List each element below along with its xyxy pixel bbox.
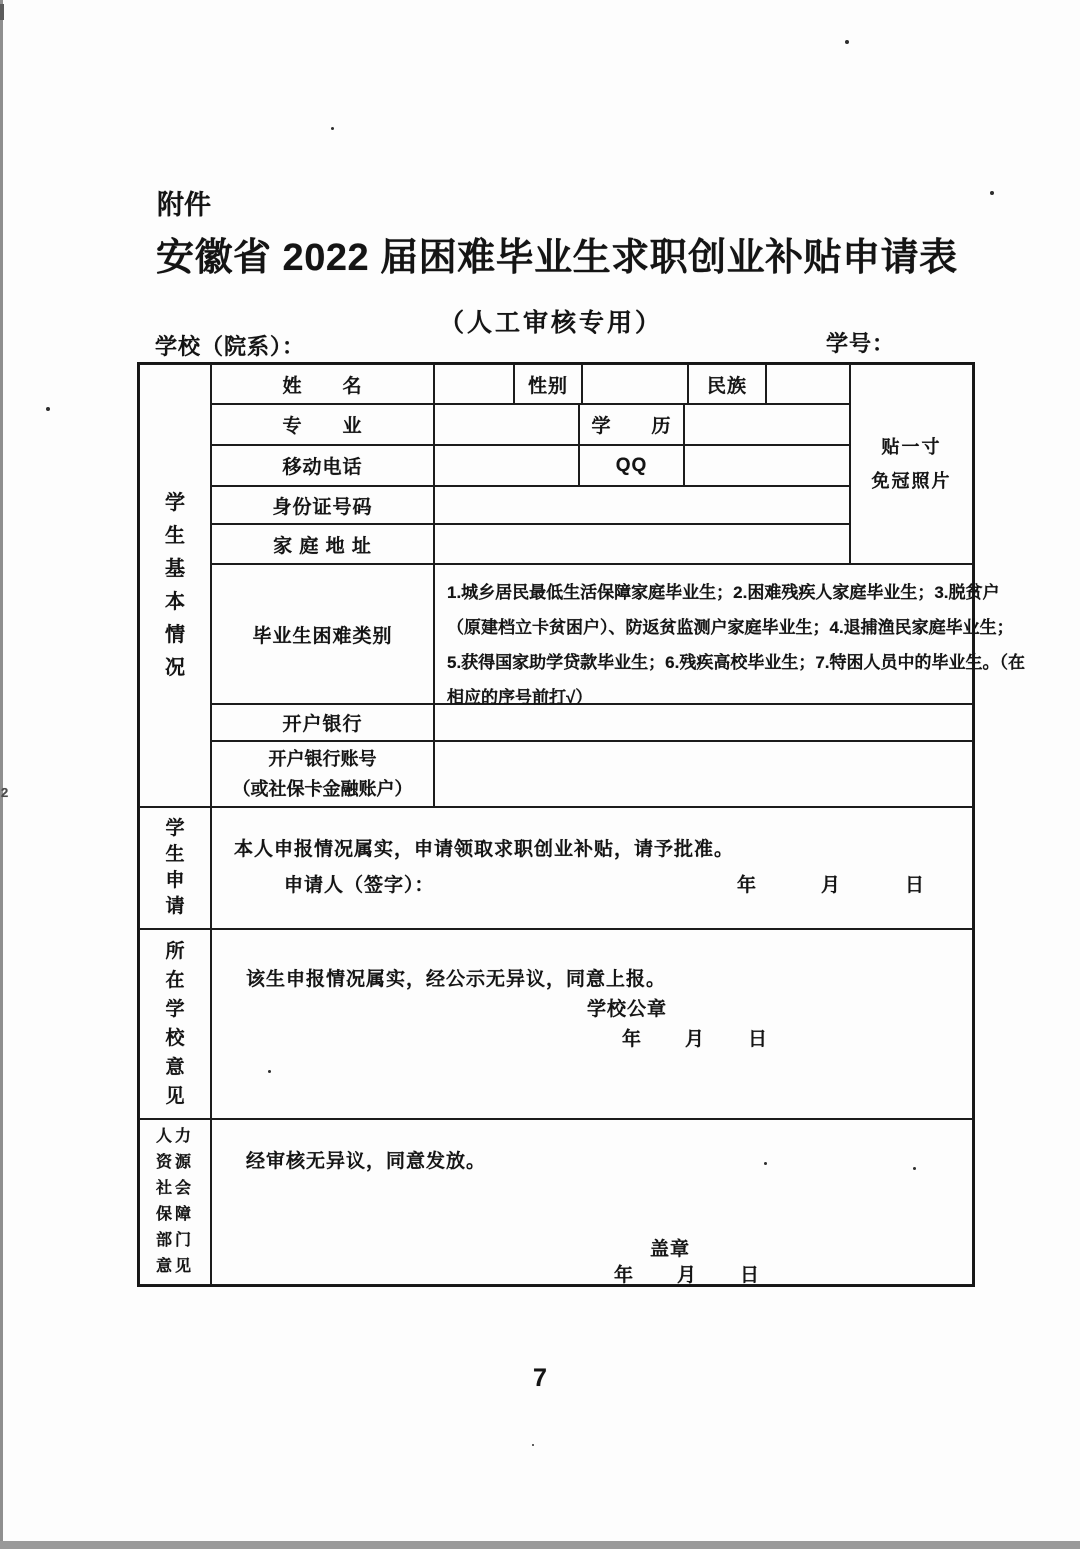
id-number-label: 身份证号码 bbox=[272, 496, 373, 518]
section-hr-department-side-label-line: 社会 bbox=[155, 1180, 194, 1197]
difficulty-category-label: 毕业生困难类别 bbox=[252, 625, 393, 647]
bank-label-cell bbox=[211, 704, 434, 741]
gender-value-cell bbox=[582, 364, 688, 404]
major-label-cell bbox=[211, 404, 434, 445]
section-student-application-side-label-cell bbox=[139, 807, 211, 929]
section-hr-department-side-label-line: 意见 bbox=[155, 1258, 194, 1275]
hr-department-date-line: 年 月 日 bbox=[614, 1265, 762, 1286]
gender-label: 性别 bbox=[527, 375, 568, 397]
difficulty-options-line: 相应的序号前打√） bbox=[447, 688, 593, 707]
education-label: 学 历 bbox=[591, 416, 672, 437]
name-value-cell bbox=[434, 364, 514, 404]
school-opinion-date-line: 年 月 日 bbox=[622, 1029, 770, 1050]
scan-margin-mark: 2 bbox=[1, 785, 9, 800]
section-hr-department-side-label-cell bbox=[139, 1119, 211, 1285]
section-hr-department-side-label-line: 部门 bbox=[155, 1232, 194, 1249]
section-basic-info-side-label-cell bbox=[139, 364, 211, 807]
section-school-opinion-side-label-cell bbox=[139, 929, 211, 1119]
school-opinion-statement: 该生申报情况属实，经公示无异议，同意上报。 bbox=[246, 969, 667, 990]
bank-account-label-line: （或社保卡金融账户） bbox=[232, 779, 413, 799]
difficulty-category-options-cell bbox=[434, 564, 1026, 707]
ethnicity-label: 民族 bbox=[706, 375, 747, 397]
scan-speck bbox=[46, 407, 50, 411]
gender-label-cell bbox=[514, 364, 582, 404]
bank-account-value-cell bbox=[434, 741, 973, 807]
mobile-label-cell bbox=[211, 445, 434, 486]
difficulty-options-line: 5.获得国家助学贷款毕业生；6.残疾高校毕业生；7.特困人员中的毕业生。（在 bbox=[447, 653, 1026, 672]
scan-speck bbox=[990, 191, 994, 195]
school-seal-label: 学校公章 bbox=[587, 999, 668, 1020]
photo-box-cell bbox=[850, 364, 973, 564]
id-number-label-cell bbox=[211, 486, 434, 524]
difficulty-category-label-cell bbox=[211, 564, 434, 704]
student-application-content-cell bbox=[211, 807, 973, 929]
photo-box-label-line: 免冠照片 bbox=[871, 471, 952, 491]
hr-department-statement: 经审核无异议，同意发放。 bbox=[246, 1151, 487, 1172]
difficulty-options-line: （原建档立卡贫困户）、防返贫监测户家庭毕业生；4.退捕渔民家庭毕业生； bbox=[447, 618, 1014, 637]
scan-edge-left bbox=[0, 0, 3, 1549]
address-label-cell bbox=[211, 524, 434, 564]
id-number-value-cell bbox=[434, 486, 850, 524]
form-title: 安徽省 2022 届困难毕业生求职创业补贴申请表 bbox=[156, 237, 958, 279]
scan-speck bbox=[532, 1444, 534, 1446]
bank-value-cell bbox=[434, 704, 973, 741]
qq-label: QQ bbox=[615, 454, 648, 476]
bank-account-label-cell bbox=[211, 741, 434, 807]
section-school-opinion-side-label: 所在学校意见 bbox=[165, 941, 185, 1107]
name-label: 姓 名 bbox=[282, 375, 363, 397]
education-label-cell bbox=[579, 404, 684, 445]
student-id-field-label: 学号： bbox=[826, 331, 896, 356]
hr-seal-label: 盖章 bbox=[650, 1239, 691, 1260]
photo-box-label-line: 贴一寸 bbox=[881, 437, 942, 457]
student-application-date-line: 年 月 日 bbox=[737, 875, 927, 896]
form-subtitle: （人工审核专用） bbox=[438, 309, 663, 337]
section-hr-department-side-label-line: 保障 bbox=[155, 1206, 194, 1223]
major-label: 专 业 bbox=[282, 416, 363, 437]
mobile-label: 移动电话 bbox=[282, 457, 363, 478]
page-number: 7 bbox=[533, 1364, 547, 1392]
education-value-cell bbox=[684, 404, 850, 445]
bank-label: 开户银行 bbox=[282, 714, 363, 735]
scan-edge-corner-mark bbox=[0, 4, 4, 20]
section-basic-info-side-label: 学生基本情况 bbox=[165, 491, 185, 679]
section-hr-department-side-label-line: 人力 bbox=[155, 1128, 194, 1145]
hr-department-content-cell bbox=[211, 1119, 973, 1285]
ethnicity-value-cell bbox=[766, 364, 850, 404]
address-value-cell bbox=[434, 524, 850, 564]
scan-edge-bottom bbox=[0, 1541, 1080, 1549]
difficulty-options-line: 1.城乡居民最低生活保障家庭毕业生；2.困难残疾人家庭毕业生；3.脱贫户 bbox=[447, 583, 1000, 602]
school-department-field-label: 学校（院系）： bbox=[155, 334, 306, 359]
attachment-label: 附件 bbox=[157, 190, 211, 220]
scan-speck bbox=[845, 40, 849, 44]
school-opinion-content-cell bbox=[211, 929, 973, 1119]
name-label-cell bbox=[211, 364, 434, 404]
address-label: 家 庭 地 址 bbox=[273, 535, 372, 557]
student-application-statement: 本人申报情况属实，申请领取求职创业补贴，请予批准。 bbox=[234, 839, 735, 860]
ethnicity-label-cell bbox=[688, 364, 766, 404]
qq-label-cell bbox=[579, 445, 684, 486]
bank-account-label-line: 开户银行账号 bbox=[268, 749, 377, 769]
mobile-value-cell bbox=[434, 445, 579, 486]
section-student-application-side-label: 学生申请 bbox=[165, 818, 185, 917]
section-hr-department-side-label-line: 资源 bbox=[155, 1154, 194, 1171]
scan-speck bbox=[331, 127, 334, 130]
application-table bbox=[137, 362, 1026, 1287]
qq-value-cell bbox=[684, 445, 850, 486]
major-value-cell bbox=[434, 404, 579, 445]
applicant-signature-label: 申请人（签字）： bbox=[284, 875, 435, 896]
